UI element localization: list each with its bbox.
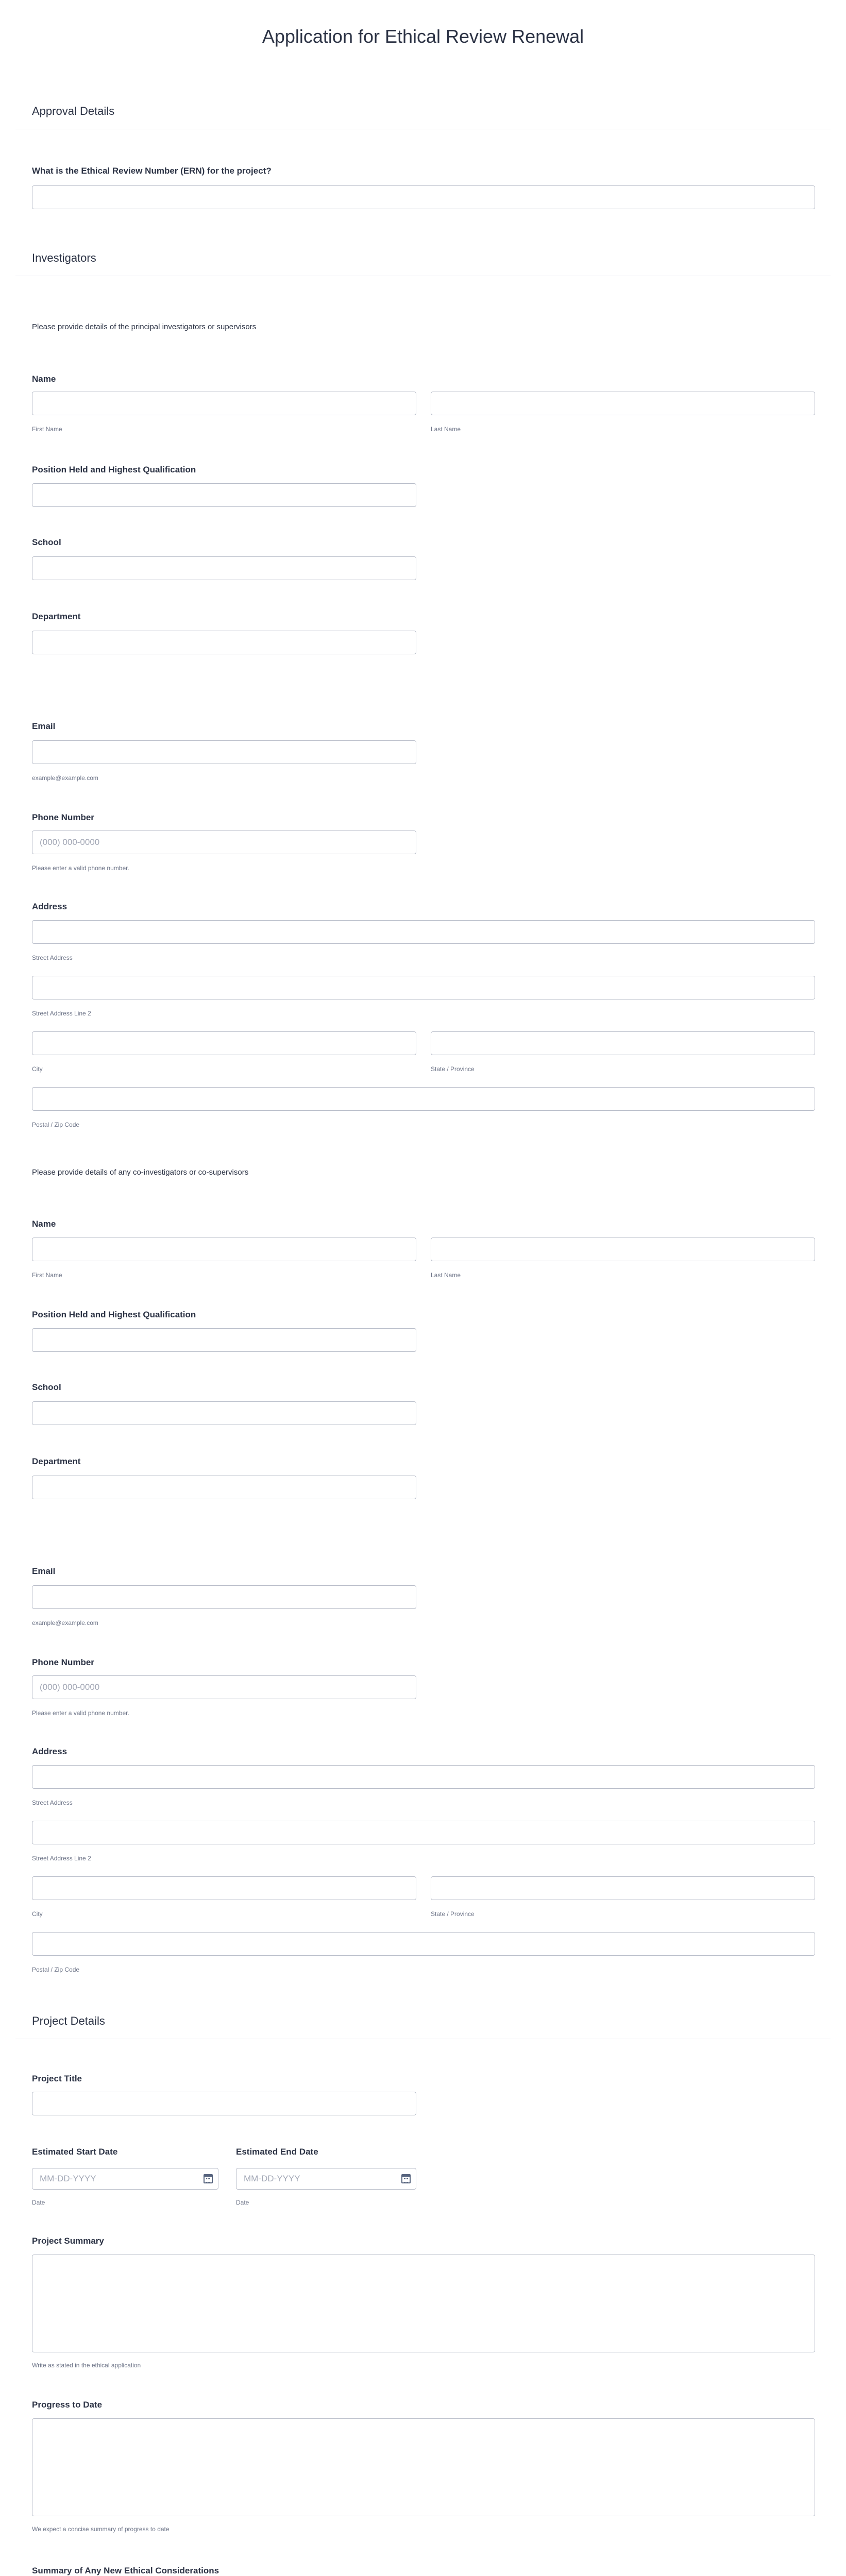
pi-address-label: Address: [32, 902, 67, 911]
co-state-sublabel: State / Province: [431, 1910, 475, 1918]
co-street2-sublabel: Street Address Line 2: [32, 1855, 91, 1862]
pi-street1-sublabel: Street Address: [32, 954, 73, 961]
co-first-name-input[interactable]: [32, 1238, 416, 1261]
summary-textarea[interactable]: [32, 2255, 815, 2352]
co-last-name-input[interactable]: [431, 1238, 815, 1261]
pi-street1-input[interactable]: [32, 920, 815, 944]
pi-department-input[interactable]: [32, 631, 416, 654]
project-title-input[interactable]: [32, 2092, 416, 2115]
co-investigators-intro: Please provide details of any co-investigators or co-supervisors: [32, 1168, 249, 1177]
summary-label: Project Summary: [32, 2236, 104, 2246]
end-date-sublabel: Date: [236, 2199, 249, 2206]
section-investigators-heading: Investigators: [32, 251, 96, 264]
pi-phone-label: Phone Number: [32, 812, 94, 822]
section-approval-heading: Approval Details: [32, 105, 115, 117]
pi-city-sublabel: City: [32, 1065, 43, 1073]
co-email-sublabel: example@example.com: [32, 1619, 98, 1626]
co-city-sublabel: City: [32, 1910, 43, 1918]
project-title-label: Project Title: [32, 2074, 82, 2083]
pi-first-name-input[interactable]: [32, 392, 416, 415]
progress-textarea[interactable]: [32, 2418, 815, 2516]
start-date-sublabel: Date: [32, 2199, 45, 2206]
pi-first-name-sublabel: First Name: [32, 426, 62, 433]
form-title: Application for Ethical Review Renewal: [262, 26, 584, 47]
pi-phone-sublabel: Please enter a valid phone number.: [32, 865, 129, 872]
pi-school-input[interactable]: [32, 556, 416, 580]
start-date-input[interactable]: [32, 2168, 218, 2190]
co-school-input[interactable]: [32, 1401, 416, 1425]
co-name-label: Name: [32, 1219, 56, 1229]
progress-sublabel: We expect a concise summary of progress to date: [32, 2526, 170, 2533]
co-last-name-sublabel: Last Name: [431, 1272, 461, 1279]
pi-name-label: Name: [32, 374, 56, 384]
pi-postal-sublabel: Postal / Zip Code: [32, 1121, 80, 1128]
co-email-label: Email: [32, 1566, 56, 1576]
pi-phone-input[interactable]: (000) 000-0000: [32, 831, 416, 854]
ern-input[interactable]: [32, 185, 815, 209]
co-department-label: Department: [32, 1456, 81, 1466]
co-department-input[interactable]: [32, 1476, 416, 1499]
calendar-icon[interactable]: [204, 2174, 213, 2183]
pi-last-name-sublabel: Last Name: [431, 426, 461, 433]
calendar-icon[interactable]: [401, 2174, 411, 2183]
section-project-heading: Project Details: [32, 2014, 105, 2027]
co-phone-input[interactable]: (000) 000-0000: [32, 1675, 416, 1699]
pi-last-name-input[interactable]: [431, 392, 815, 415]
progress-label: Progress to Date: [32, 2400, 103, 2410]
co-postal-sublabel: Postal / Zip Code: [32, 1966, 80, 1973]
ethical-label: Summary of Any New Ethical Considerations: [32, 2566, 219, 2575]
pi-position-label: Position Held and Highest Qualification: [32, 465, 196, 474]
pi-email-input[interactable]: [32, 740, 416, 764]
pi-department-label: Department: [32, 612, 81, 621]
pi-state-sublabel: State / Province: [431, 1065, 475, 1073]
co-first-name-sublabel: First Name: [32, 1272, 62, 1279]
pi-state-input[interactable]: [431, 1031, 815, 1055]
pi-email-label: Email: [32, 721, 56, 731]
ern-label: What is the Ethical Review Number (ERN) for the project?: [32, 166, 272, 176]
co-phone-sublabel: Please enter a valid phone number.: [32, 1709, 129, 1717]
co-city-input[interactable]: [32, 1876, 416, 1900]
co-street2-input[interactable]: [32, 1821, 815, 1844]
start-date-placeholder: MM-DD-YYYY: [40, 2174, 96, 2183]
investigators-intro: Please provide details of the principal investigators or supervisors: [32, 323, 257, 331]
end-date-label: Estimated End Date: [236, 2147, 318, 2157]
pi-postal-input[interactable]: [32, 1087, 815, 1111]
co-email-input[interactable]: [32, 1585, 416, 1609]
pi-street2-input[interactable]: [32, 976, 815, 999]
co-school-label: School: [32, 1382, 61, 1392]
co-position-input[interactable]: [32, 1328, 416, 1352]
co-street1-sublabel: Street Address: [32, 1799, 73, 1806]
pi-school-label: School: [32, 537, 61, 547]
end-date-placeholder: MM-DD-YYYY: [244, 2174, 300, 2183]
pi-street2-sublabel: Street Address Line 2: [32, 1010, 91, 1017]
pi-position-input[interactable]: [32, 483, 416, 507]
co-address-label: Address: [32, 1747, 67, 1756]
co-street1-input[interactable]: [32, 1765, 815, 1789]
co-state-input[interactable]: [431, 1876, 815, 1900]
pi-email-sublabel: example@example.com: [32, 774, 98, 782]
co-postal-input[interactable]: [32, 1932, 815, 1956]
summary-sublabel: Write as stated in the ethical application: [32, 2362, 141, 2369]
start-date-label: Estimated Start Date: [32, 2147, 118, 2157]
end-date-input[interactable]: [236, 2168, 416, 2190]
co-phone-label: Phone Number: [32, 1657, 94, 1667]
pi-city-input[interactable]: [32, 1031, 416, 1055]
co-position-label: Position Held and Highest Qualification: [32, 1310, 196, 1319]
